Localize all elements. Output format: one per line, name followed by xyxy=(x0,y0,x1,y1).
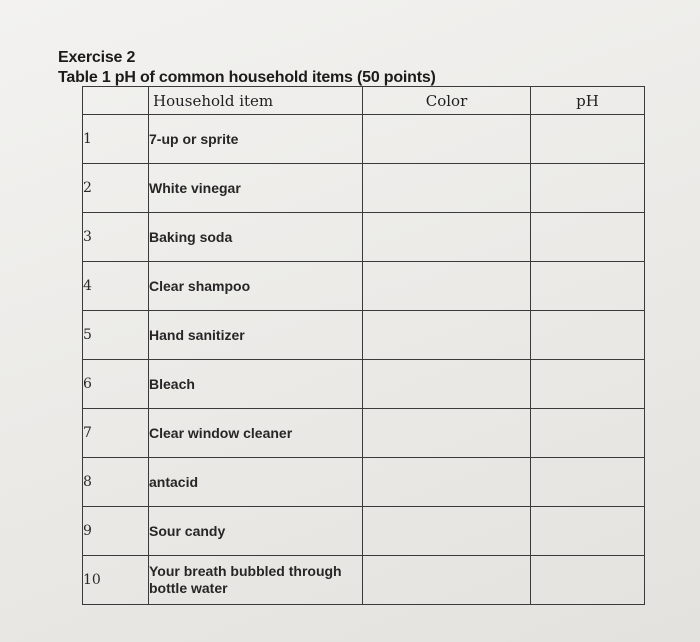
color-cell[interactable] xyxy=(363,262,531,311)
ph-cell[interactable] xyxy=(531,164,645,213)
ph-cell[interactable] xyxy=(531,311,645,360)
ph-cell[interactable] xyxy=(531,556,645,605)
color-cell[interactable] xyxy=(363,115,531,164)
ph-cell[interactable] xyxy=(531,213,645,262)
color-cell[interactable] xyxy=(363,213,531,262)
header-row xyxy=(83,87,645,115)
table-row xyxy=(83,556,645,605)
header-number xyxy=(83,87,149,115)
row-number: 8 xyxy=(83,458,149,507)
color-cell[interactable] xyxy=(363,458,531,507)
table-title: Table 1 pH of common household items (50 points) xyxy=(58,69,436,86)
ph-cell[interactable] xyxy=(531,115,645,164)
table-row xyxy=(83,213,645,262)
color-cell[interactable] xyxy=(363,409,531,458)
household-item-cell: Your breath bubbled through bottle water xyxy=(149,556,363,605)
row-number: 5 xyxy=(83,311,149,360)
table-row xyxy=(83,507,645,556)
household-item-cell: 7-up or sprite xyxy=(149,115,363,164)
household-item-cell: Clear shampoo xyxy=(149,262,363,311)
ph-cell[interactable] xyxy=(531,507,645,556)
row-number: 1 xyxy=(83,115,149,164)
row-number: 3 xyxy=(83,213,149,262)
color-cell[interactable] xyxy=(363,311,531,360)
household-item-cell: Bleach xyxy=(149,360,363,409)
ph-table xyxy=(82,86,645,605)
row-number: 6 xyxy=(83,360,149,409)
header-household-item: Household item xyxy=(149,87,363,115)
ph-cell[interactable] xyxy=(531,360,645,409)
household-item-cell: Clear window cleaner xyxy=(149,409,363,458)
household-item-cell: Sour candy xyxy=(149,507,363,556)
color-cell[interactable] xyxy=(363,556,531,605)
table-row xyxy=(83,311,645,360)
ph-cell[interactable] xyxy=(531,262,645,311)
household-item-cell: White vinegar xyxy=(149,164,363,213)
exercise-title: Exercise 2 xyxy=(58,49,136,66)
color-cell[interactable] xyxy=(363,507,531,556)
table-row xyxy=(83,409,645,458)
household-item-cell: antacid xyxy=(149,458,363,507)
household-item-cell: Baking soda xyxy=(149,213,363,262)
row-number: 2 xyxy=(83,164,149,213)
table-row xyxy=(83,458,645,507)
table-row xyxy=(83,115,645,164)
ph-cell[interactable] xyxy=(531,458,645,507)
table-row xyxy=(83,164,645,213)
row-number: 7 xyxy=(83,409,149,458)
heading xyxy=(58,48,436,88)
row-number: 10 xyxy=(83,556,149,605)
header-color: Color xyxy=(363,87,531,115)
household-item-cell: Hand sanitizer xyxy=(149,311,363,360)
color-cell[interactable] xyxy=(363,164,531,213)
table-row xyxy=(83,262,645,311)
row-number: 4 xyxy=(83,262,149,311)
header-ph: pH xyxy=(531,87,645,115)
ph-cell[interactable] xyxy=(531,409,645,458)
row-number: 9 xyxy=(83,507,149,556)
table-body xyxy=(83,115,645,605)
color-cell[interactable] xyxy=(363,360,531,409)
table-row xyxy=(83,360,645,409)
